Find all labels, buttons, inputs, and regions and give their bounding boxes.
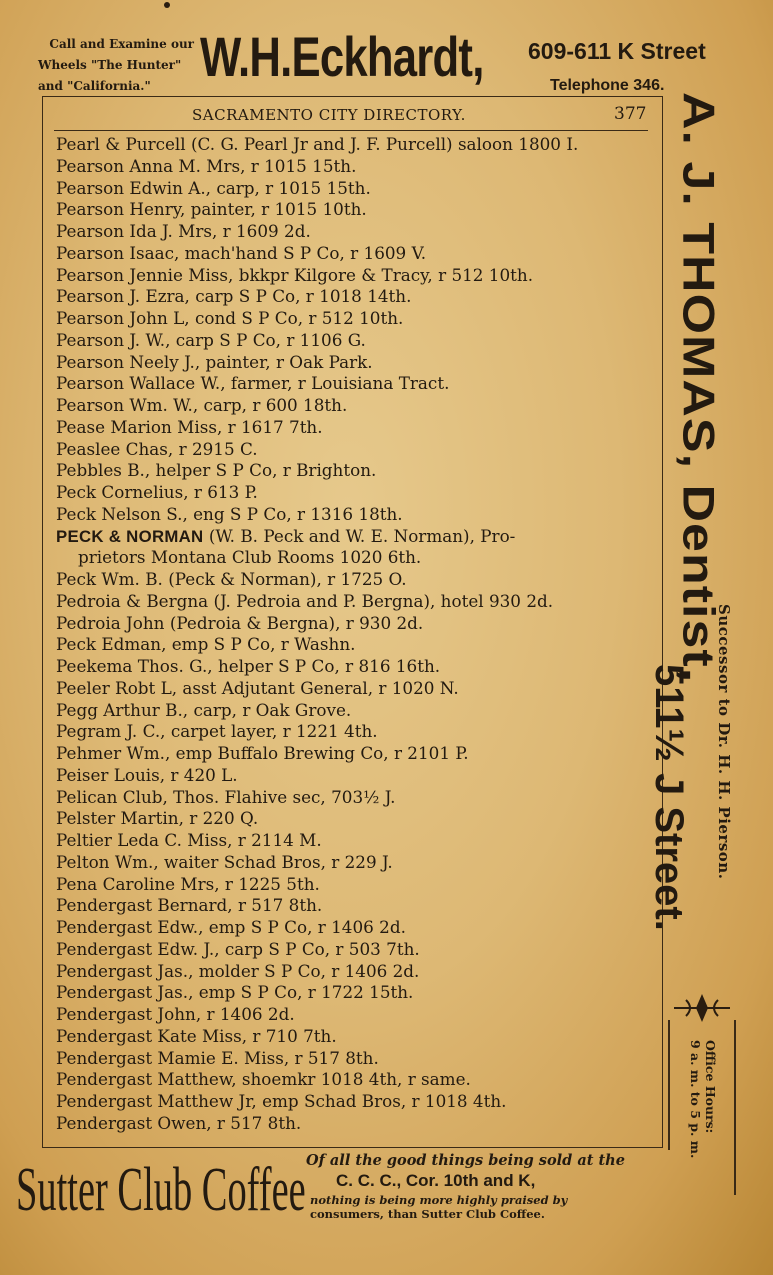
directory-entry [56,961,656,983]
entry-text: Pease Marion Miss, r 1617 7th. [56,416,323,437]
directory-entry [56,808,656,830]
page-title: SACRAMENTO CITY DIRECTORY. [192,106,466,124]
directory-entry [56,591,656,613]
directory-entry [56,787,656,809]
entry-text: Pearson Neely J., painter, r Oak Park. [56,351,373,372]
entry-text: Pearson J. W., carp S P Co, r 1106 G. [56,329,366,350]
entry-text: prietors Montana Club Rooms 1020 6th. [78,547,422,568]
page-header [42,104,663,126]
entry-text: Pebbles B., helper S P Co, r Brighton. [56,460,377,481]
directory-entry [56,373,656,395]
entry-text: Pegram J. C., carpet layer, r 1221 4th. [56,721,378,742]
directory-entry [56,1113,656,1135]
directory-entry [56,221,656,243]
directory-entry [56,395,656,417]
page-number: 377 [614,104,647,124]
entry-text: Pearl & Purcell (C. G. Pearl Jr and J. F. Purcell) saloon 1800 I. [56,134,579,154]
directory-entry [56,917,656,939]
entry-text: Peiser Louis, r 420 L. [56,764,238,785]
entry-text: Pearson Jennie Miss, bkkpr Kilgore & Tracy, r 512 10th. [56,264,534,285]
entry-text: Pendergast Jas., molder S P Co, r 1406 2d. [56,960,420,981]
top-advertisement [0,0,773,100]
entry-text: Pendergast Edw. J., carp S P Co, r 503 7th. [56,938,420,959]
entry-text: Pearson Ida J. Mrs, r 1609 2d. [56,221,311,241]
entry-text: Peck Nelson S., eng S P Co, r 1316 18th. [56,503,403,524]
directory-entry [56,1069,656,1091]
top-ad-left-text [38,34,198,97]
entry-text: Pelton Wm., waiter Schad Bros, r 229 J. [56,851,393,872]
entry-text: Pendergast Owen, r 517 8th. [56,1112,302,1133]
directory-entry [56,1004,656,1026]
directory-entry [56,939,656,961]
entry-text: Pearson Wallace W., farmer, r Louisiana Tract. [56,373,450,394]
bottom-ad-line-2: C. C. C., Cor. 10th and K, [336,1171,536,1190]
directory-entry [56,417,656,439]
directory-entry [56,330,656,352]
directory-entry [56,352,656,374]
directory-entry [56,743,656,765]
entry-text: Pendergast Edw., emp S P Co, r 1406 2d. [56,917,406,937]
directory-entry [56,243,656,265]
directory-entry [56,178,656,200]
entry-text: Peaslee Chas, r 2915 C. [56,438,258,459]
entry-firm-name: PECK & NORMAN [56,526,204,546]
entry-text: Pedroia & Bergna (J. Pedroia and P. Bergna), hotel 930 2d. [56,590,554,611]
entry-text: Pendergast Matthew, shoemkr 1018 4th, r same. [56,1069,471,1090]
directory-entry [56,1026,656,1048]
side-ad-rule-right [734,1020,736,1195]
entry-text: Pearson J. Ezra, carp S P Co, r 1018 14th. [56,286,412,307]
entry-text: Peck Cornelius, r 613 P. [56,482,258,502]
top-ad-business-name: W.H.Eckhardt, [200,25,484,88]
directory-entry [56,1091,656,1113]
entry-text: Pearson John L, cond S P Co, r 512 10th. [56,308,404,328]
directory-entry [56,286,656,308]
entry-text: Peekema Thos. G., helper S P Co, r 816 16th. [56,656,441,676]
side-ad-name: A. J. THOMAS, Dentist, [673,92,723,684]
directory-entry [56,895,656,917]
directory-entry [56,700,656,722]
directory-entry [56,656,656,678]
side-ad-address: 511½ J Street. [647,664,691,931]
directory-entry [56,634,656,656]
directory-entries [56,134,656,1135]
entry-text: Pendergast Kate Miss, r 710 7th. [56,1025,337,1046]
entry-text: Pendergast Matthew Jr, emp Schad Bros, r 1018 4th. [56,1091,507,1111]
entry-text: Pehmer Wm., emp Buffalo Brewing Co, r 2101 P. [56,743,469,763]
directory-entry [56,134,656,156]
directory-entry [56,526,656,548]
bottom-ad-line-3: nothing is being more highly praised by [310,1193,568,1207]
directory-entry [56,613,656,635]
entry-text: Peck Edman, emp S P Co, r Washn. [56,634,356,655]
entry-text: Pendergast John, r 1406 2d. [56,1004,295,1024]
top-ad-telephone: Telephone 346. [550,77,665,94]
directory-entry [56,874,656,896]
directory-entry [56,830,656,852]
entry-text: Peltier Leda C. Miss, r 2114 M. [56,830,322,850]
top-ad-contact [528,38,718,95]
entry-text: Peeler Robt L, asst Adjutant General, r 1020 N. [56,677,459,698]
bottom-ad-line-1: Of all the good things being sold at the [306,1152,625,1169]
directory-entry [56,547,656,569]
directory-entry [56,199,656,221]
entry-text: Pendergast Mamie E. Miss, r 517 8th. [56,1047,379,1068]
side-ad-rule-left [668,1020,670,1150]
directory-entry [56,852,656,874]
directory-entry [56,569,656,591]
entry-text: Pearson Henry, painter, r 1015 10th. [56,199,367,220]
entry-text: Pena Caroline Mrs, r 1225 5th. [56,873,320,894]
top-ad-line-1: Call and Examine our [49,37,194,51]
side-ad-hours-label: Office Hours: [703,1040,718,1134]
top-ad-line-2: Wheels "The Hunter" [38,58,182,72]
directory-entry [56,765,656,787]
directory-entry [56,1048,656,1070]
side-ad-hours-value: 9 a. m. to 5 p. m. [688,1040,703,1159]
bottom-ad-name: Sutter Club Coffee [16,1156,306,1224]
directory-entry [56,460,656,482]
entry-text: Pelster Martin, r 220 Q. [56,808,259,829]
entry-text: Pendergast Bernard, r 517 8th. [56,895,323,916]
header-divider [54,130,648,131]
ornament-icon [672,990,732,1026]
bottom-ad-text [306,1152,671,1221]
entry-text: Pearson Edwin A., carp, r 1015 15th. [56,177,371,198]
top-ad-address: 609-611 K Street [528,38,706,64]
entry-text: Pendergast Jas., emp S P Co, r 1722 15th. [56,982,414,1003]
entry-text: Pearson Wm. W., carp, r 600 18th. [56,395,348,415]
entry-text: Pelican Club, Thos. Flahive sec, 703½ J. [56,786,396,807]
top-ad-line-3: and "California." [38,79,151,93]
directory-entry [56,504,656,526]
directory-entry [56,308,656,330]
directory-entry [56,156,656,178]
entry-text: Pearson Isaac, mach'hand S P Co, r 1609 V. [56,242,427,263]
entry-text: Pegg Arthur B., carp, r Oak Grove. [56,699,352,720]
entry-text: (W. B. Peck and W. E. Norman), Pro- [203,525,516,546]
directory-entry [56,982,656,1004]
side-ad-hours [688,1040,718,1158]
directory-entry [56,721,656,743]
directory-entry [56,482,656,504]
directory-entry [56,439,656,461]
directory-entry [56,678,656,700]
entry-text: Peck Wm. B. (Peck & Norman), r 1725 O. [56,569,407,589]
entry-text: Pedroia John (Pedroia & Bergna), r 930 2d. [56,612,424,633]
bottom-ad-line-4: consumers, than Sutter Club Coffee. [310,1207,545,1221]
side-ad-successor: Successor to Dr. H. H. Pierson. [715,604,733,880]
directory-entry [56,265,656,287]
entry-text: Pearson Anna M. Mrs, r 1015 15th. [56,155,357,176]
